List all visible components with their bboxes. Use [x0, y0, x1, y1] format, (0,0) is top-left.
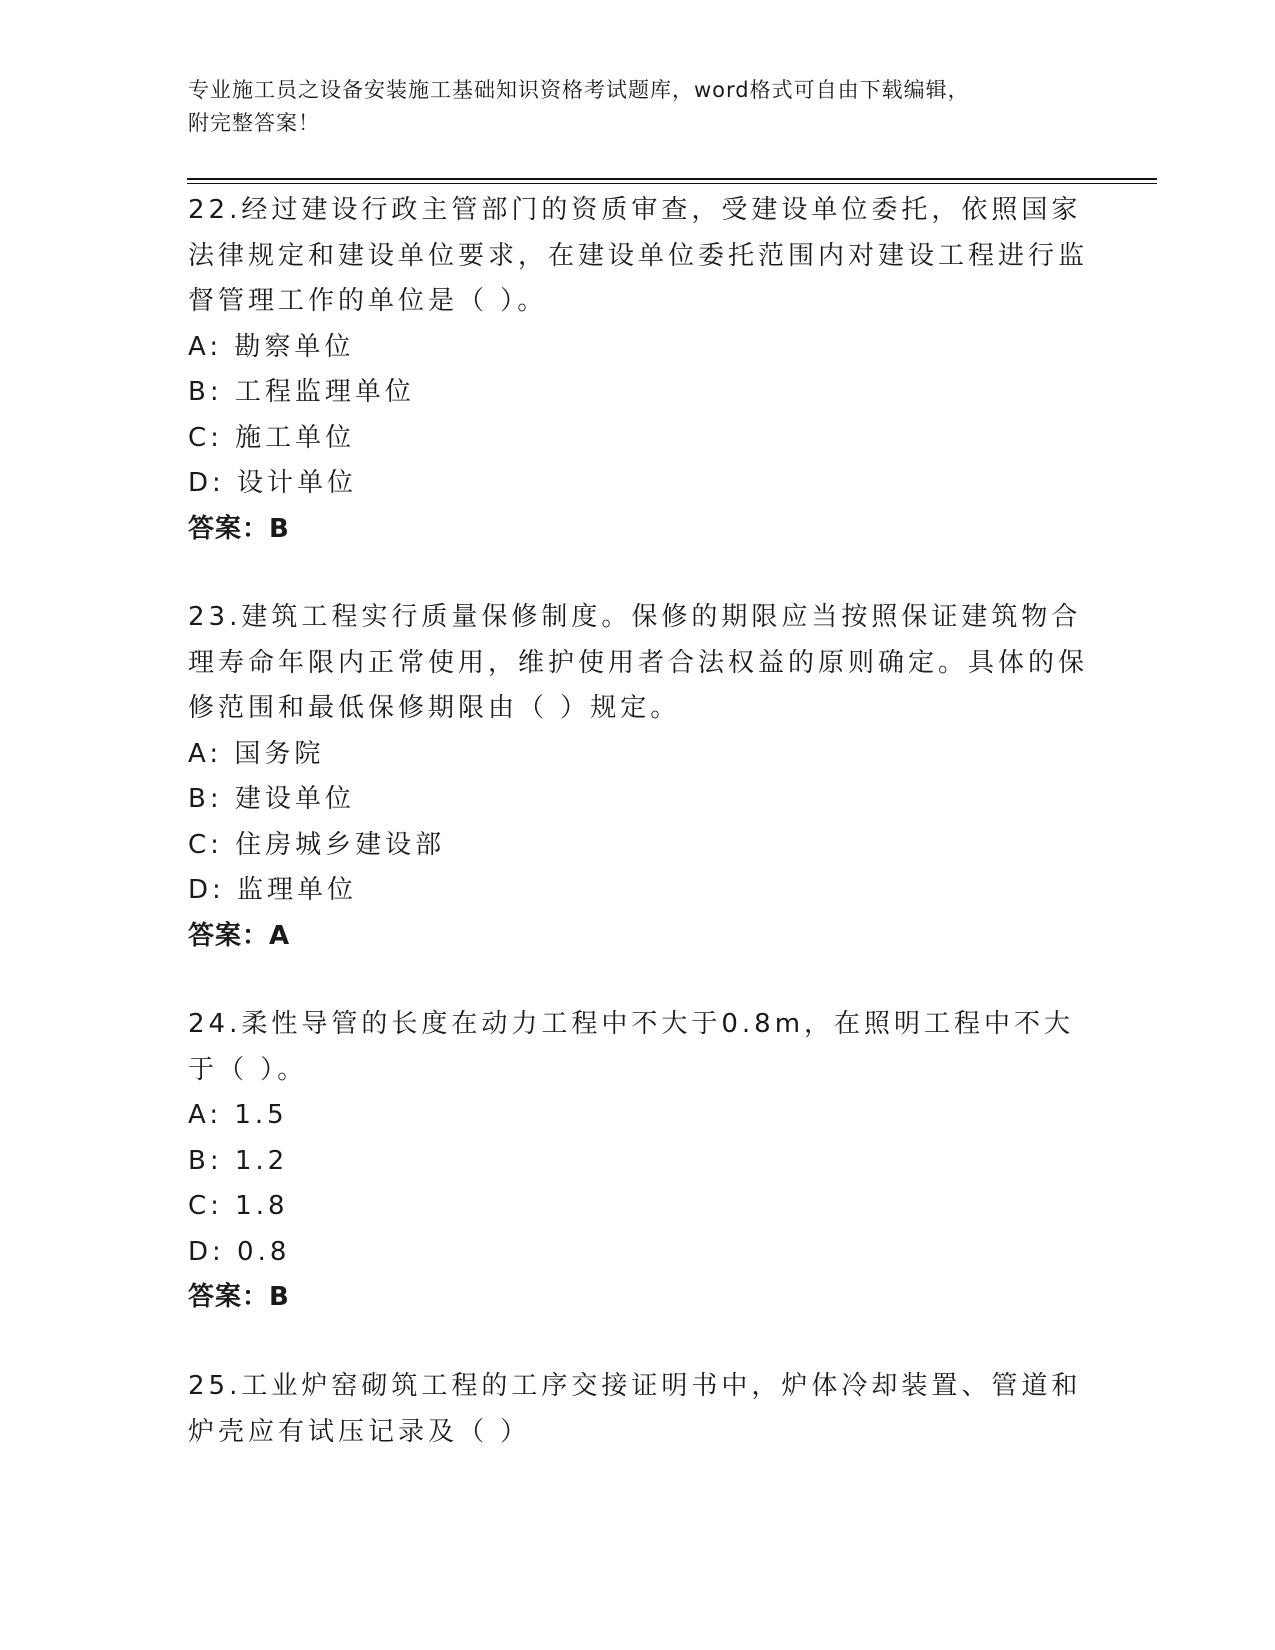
header-line-2: 附完整答案！: [188, 111, 320, 135]
answer: 答案：A: [188, 920, 291, 951]
answer: 答案：B: [188, 513, 290, 544]
option-a: A: 1.5: [188, 1100, 288, 1130]
option-d: D: 监理单位: [188, 875, 358, 905]
question-stem: 24.柔性导管的长度在动力工程中不大于0.8m，在照明工程中不大于（ ）。: [188, 1009, 1075, 1085]
header-line-1: 专业施工员之设备安装施工基础知识资格考试题库，word格式可自由下载编辑，: [188, 78, 970, 102]
question-25: [188, 1364, 1088, 1455]
option-b: B: 建设单位: [188, 784, 355, 814]
header-divider-thin: [187, 183, 1157, 184]
option-c: C: 1.8: [188, 1191, 289, 1221]
option-c: C: 施工单位: [188, 422, 356, 453]
header-divider-thick: [187, 178, 1157, 180]
question-stem: 22.经过建设行政主管部门的资质审查，受建设单位委托，依照国家法律规定和建设单位要求，在建设单位委托范围内对建设工程进行监督管理工作的单位是（ ）。: [188, 195, 1089, 316]
option-b: B: 1.2: [188, 1145, 289, 1176]
question-stem: 25.工业炉窑砌筑工程的工序交接证明书中，炉体冷却装置、管道和炉壳应有试压记录及（ ）: [188, 1371, 1082, 1447]
document-header: [188, 74, 1068, 140]
option-b: B: 工程监理单位: [188, 377, 415, 407]
question-22: [188, 188, 1088, 552]
option-d: D: 设计单位: [188, 468, 358, 498]
option-d: D: 0.8: [188, 1236, 291, 1267]
answer: 答案：B: [188, 1282, 290, 1312]
question-24: [188, 1002, 1088, 1321]
option-a: A: 国务院: [188, 738, 325, 769]
option-c: C: 住房城乡建设部: [188, 829, 446, 860]
option-a: A: 勘察单位: [188, 331, 355, 362]
question-stem: 23.建筑工程实行质量保修制度。保修的期限应当按照保证建筑物合理寿命年限内正常使用，维护使用者合法权益的原则确定。具体的保修范围和最低保修期限由（ ）规定。: [188, 602, 1089, 723]
question-23: [188, 595, 1088, 959]
